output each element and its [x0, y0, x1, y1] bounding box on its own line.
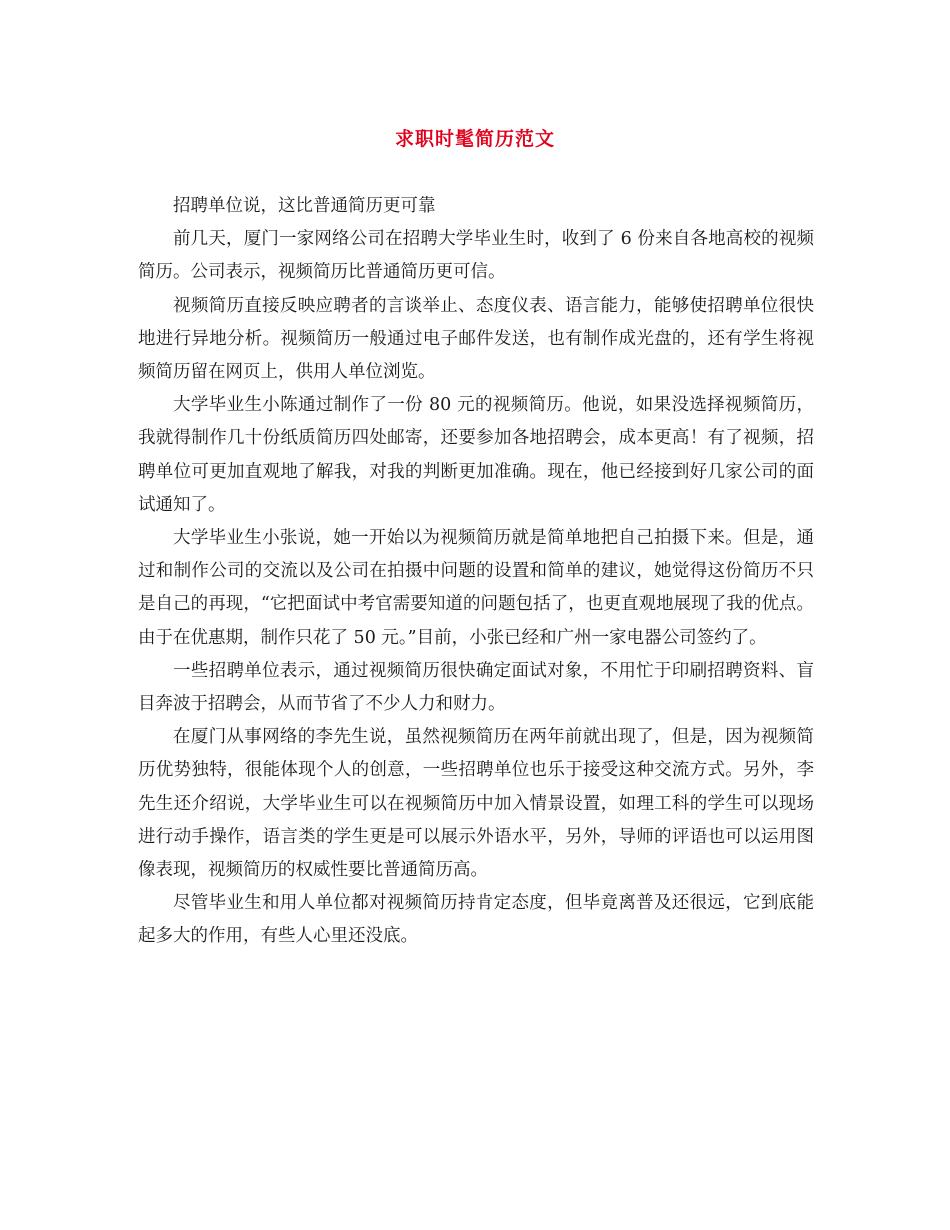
- paragraph: 前几天，厦门一家网络公司在招聘大学毕业生时，收到了 6 份来自各地高校的视频简历。公司表示，视频简历比普通简历更可信。: [138, 229, 814, 283]
- paragraph: 视频简历直接反映应聘者的言谈举止、态度仪表、语言能力，能够使招聘单位很快地进行异地分析。视频简历一般通过电子邮件发送，也有制作成光盘的，还有学生将视频简历留在网页上，供用人单位浏览。: [138, 295, 814, 383]
- paragraph: 一些招聘单位表示，通过视频简历很快确定面试对象，不用忙于印刷招聘资料、盲目奔波于招聘会，从而节省了不少人力和财力。: [138, 660, 814, 715]
- paragraph: 大学毕业生小张说，她一开始以为视频简历就是简单地把自己拍摄下来。但是，通过和制作公司的交流以及公司在拍摄中问题的设置和简单的建议，她觉得这份简历不只是自己的再现，“它把面试中考官需要知道的问题包括了，也更直观地展现了我的优点。由于在优惠期，制作只花了 50 元。”目前，小张已经和广州一家电器公司签约了。: [138, 528, 814, 648]
- paragraph: 在厦门从事网络的李先生说，虽然视频简历在两年前就出现了，但是，因为视频简历优势独特，很能体现个人的创意，一些招聘单位也乐于接受这种交流方式。另外，李先生还介绍说，大学毕业生可以在视频简历中加入情景设置，如理工科的学生可以现场进行动手操作，语言类的学生更是可以展示外语水平，另外，导师的评语也可以运用图像表现，视频简历的权威性要比普通简历高。: [138, 727, 814, 881]
- document-body: [138, 190, 814, 954]
- paragraph: 大学毕业生小陈通过制作了一份 80 元的视频简历。他说，如果没选择视频简历，我就得制作几十份纸质简历四处邮寄，还要参加各地招聘会，成本更高！有了视频，招聘单位可更加直观地了解我，对我的判断更加准确。现在，他已经接到好几家公司的面试通知了。: [138, 395, 814, 515]
- paragraph: 招聘单位说，这比普通简历更可靠: [173, 196, 436, 216]
- paragraph: 尽管毕业生和用人单位都对视频简历持肯定态度，但毕竟离普及还很远，它到底能起多大的作用，有些人心里还没底。: [138, 893, 814, 947]
- document-title: 求职时髦简历范文: [394, 128, 555, 150]
